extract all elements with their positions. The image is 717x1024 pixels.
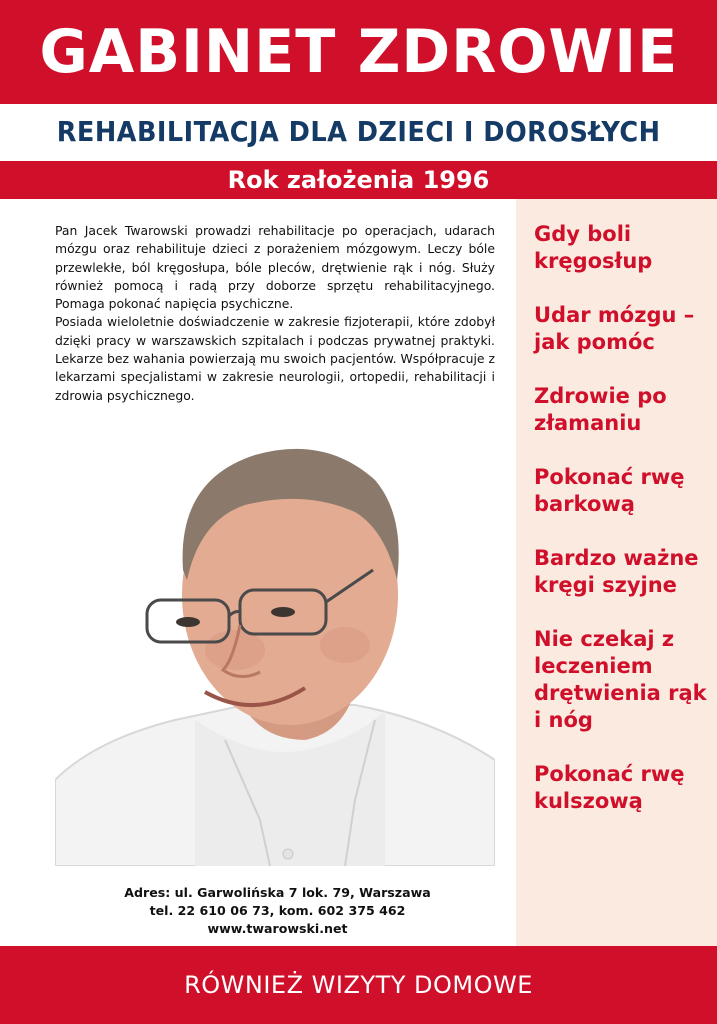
- home-visits-text: RÓWNIEŻ WIZYTY DOMOWE: [184, 971, 533, 999]
- intro-paragraph: Posiada wieloletnie doświadczenie w zakresie fizjoterapii, które zdobył dzięki pracy w warszawskich szpitalach i podczas prywatnej praktyki. Lekarze bez wahania powierzają mu swoich pacjentów. Współpracuje z lekarzami specjalistami w zakresie neurologii, ortopedii, rehabilitacji i zdrowia psychicznego.: [55, 314, 495, 403]
- phone-line: tel. 22 610 06 73, kom. 602 375 462: [149, 903, 406, 918]
- topic-item: Udar mózgu – jak pomóc: [534, 303, 695, 354]
- therapist-photo: [55, 420, 495, 866]
- website-link[interactable]: www.twarowski.net: [207, 921, 348, 936]
- portrait-illustration: [55, 420, 495, 866]
- intro-paragraph: Pan Jacek Twarowski prowadzi rehabilitacje po operacjach, udarach mózgu oraz rehabilituje dzieci z porażeniem mózgowym. Leczy bóle przewlekłe, ból kręgosłupa, bóle pleców, drętwienie rąk i nóg. Służy również pomocą i radą przy doborze sprzętu rehabilitacyjnego. Pomaga pokonać napięcia psychiczne.: [55, 223, 495, 312]
- address-line: Adres: ul. Garwolińska 7 lok. 79, Warszawa: [124, 885, 431, 900]
- topic-item: Nie czekaj z leczeniem drętwienia rąk i nóg: [534, 627, 707, 732]
- topic-item: Zdrowie po złamaniu: [534, 384, 667, 435]
- intro-text: [55, 222, 495, 405]
- title-banner: [0, 0, 717, 104]
- footer-banner: [0, 946, 717, 1024]
- topic-item: Bardzo ważne kręgi szyjne: [534, 546, 699, 597]
- topic-item: Pokonać rwę barkową: [534, 465, 685, 516]
- contact-info: [55, 884, 500, 938]
- topics-list: [516, 199, 717, 815]
- page-subtitle: REHABILITACJA DLA DZIECI I DOROSŁYCH: [56, 116, 661, 148]
- topic-item: Pokonać rwę kulszową: [534, 762, 685, 813]
- page-title: GABINET ZDROWIE: [39, 17, 678, 87]
- subtitle-bar: [0, 104, 717, 160]
- topics-sidebar: [516, 199, 717, 946]
- founded-banner: [0, 161, 717, 199]
- founded-text: Rok założenia 1996: [227, 166, 490, 194]
- topic-item: Gdy boli kręgosłup: [534, 222, 653, 273]
